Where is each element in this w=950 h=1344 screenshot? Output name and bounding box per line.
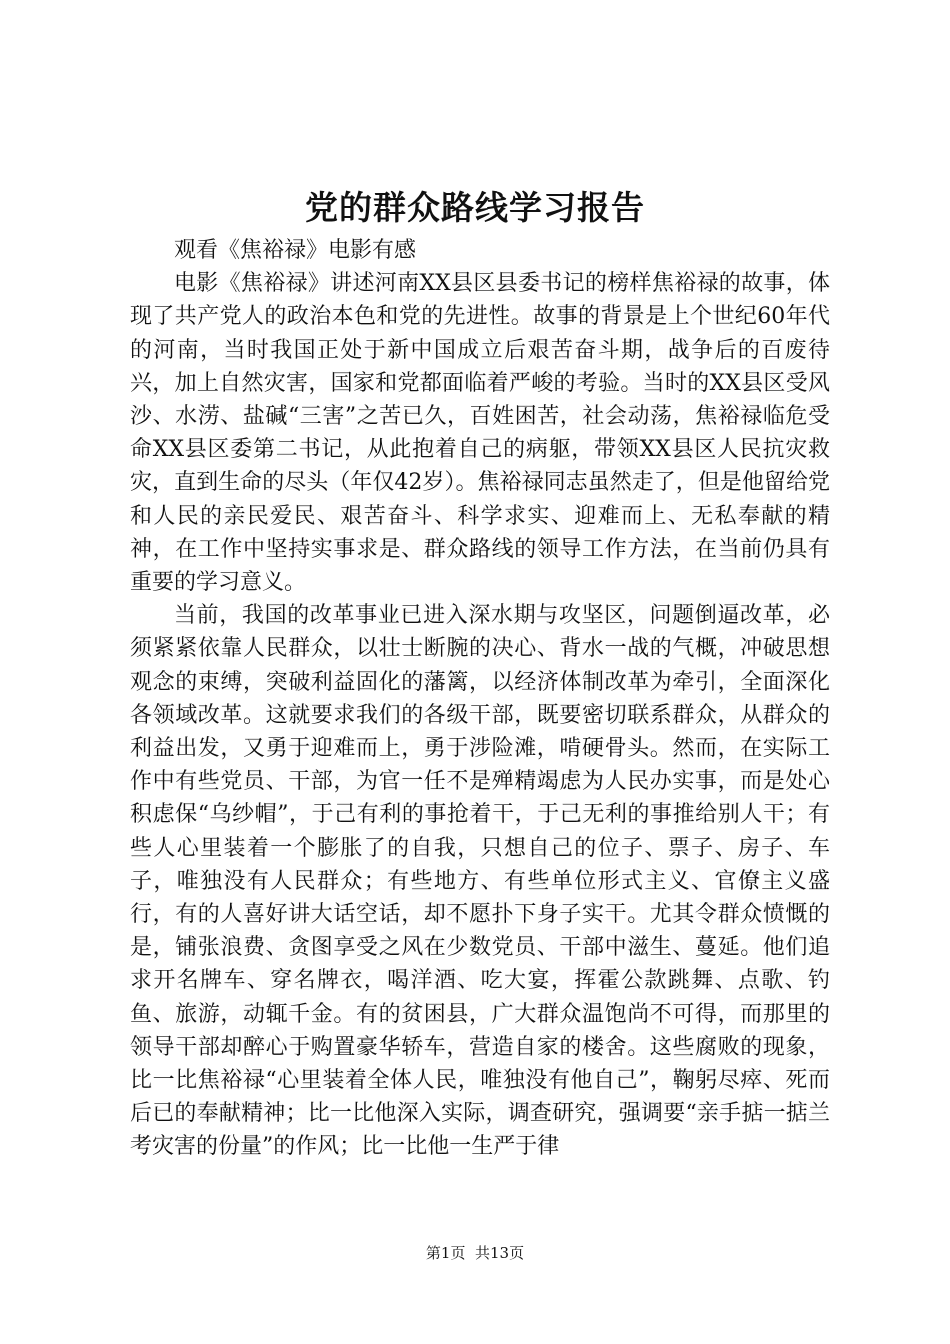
document-body — [130, 234, 830, 1164]
paragraph-1: 电影《焦裕禄》讲述河南XX县区县委书记的榜样焦裕禄的故事，体现了共产党人的政治本色和党的先进性。故事的背景是上个世纪60年代的河南，当时我国正处于新中国成立后艰苦奋斗期，战争后的百废待兴，加上自然灾害，国家和党都面临着严峻的考验。当时的XX县区受风沙、水涝、盐碱“三害”之苦已久，百姓困苦，社会动荡，焦裕禄临危受命XX县区委第二书记，从此抱着自己的病躯，带领XX县区人民抗灾救灾，直到生命的尽头（年仅42岁）。焦裕禄同志虽然走了，但是他留给党和人民的亲民爱民、艰苦奋斗、科学求实、迎难而上、无私奉献的精神，在工作中坚持实事求是、群众路线的领导工作方法，在当前仍具有重要的学习意义。 — [130, 271, 830, 596]
document-subtitle: 观看《焦裕禄》电影有感 — [174, 238, 417, 263]
paragraph-2: 当前，我国的改革事业已进入深水期与攻坚区，问题倒逼改革，必须紧紧依靠人民群众，以壮士断腕的决心、背水一战的气概，冲破思想观念的束缚，突破利益固化的藩篱，以经济体制改革为牵引，全面深化各领域改革。这就要求我们的各级干部，既要密切联系群众，从群众的利益出发，又勇于迎难而上，勇于涉险滩，啃硬骨头。然而，在实际工作中有些党员、干部，为官一任不是殚精竭虑为人民办实事，而是处心积虑保“乌纱帽”，于己有利的事抢着干，于己无利的事推给别人干；有些人心里装着一个膨胀了的自我，只想自己的位子、票子、房子、车子，唯独没有人民群众；有些地方、有些单位形式主义、官僚主义盛行，有的人喜好讲大话空话，却不愿扑下身子实干。尤其令群众愤慨的是，铺张浪费、贪图享受之风在少数党员、干部中滋生、蔓延。他们追求开名牌车、穿名牌衣，喝洋酒、吃大宴，挥霍公款跳舞、点歌、钓鱼、旅游，动辄千金。有的贫困县，广大群众温饱尚不可得，而那里的领导干部却醉心于购置豪华轿车，营造自家的楼舍。这些腐败的现象，比一比焦裕禄“心里装着全体人民，唯独没有他自己”，鞠躬尽瘁、死而后已的奉献精神；比一比他深入实际，调查研究，强调要“亲手掂一掂兰考灾害的份量”的作风；比一比他一生严于律 — [130, 603, 830, 1160]
page-number-label: 第1页 共13页 — [425, 1244, 525, 1262]
document-title: 党的群众路线学习报告 — [305, 188, 645, 227]
page-footer — [0, 1243, 950, 1263]
